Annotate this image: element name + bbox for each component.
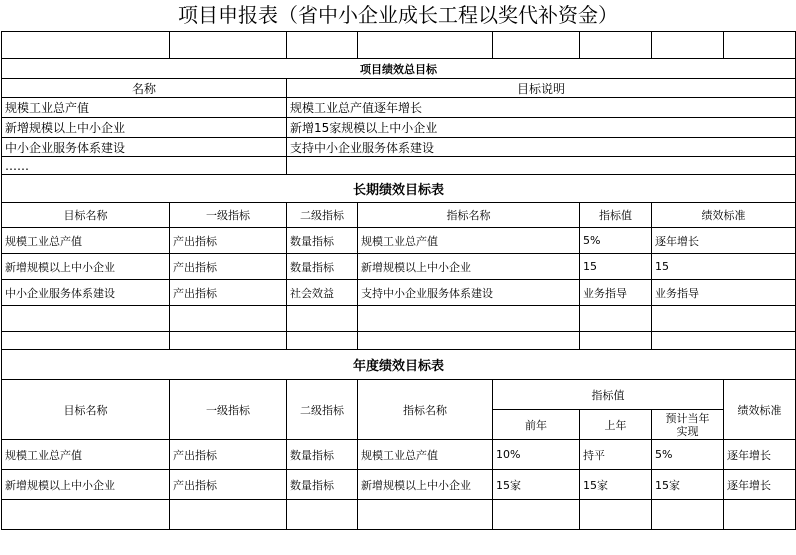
cell: [287, 500, 358, 530]
overall-name: 中小企业服务体系建设: [2, 138, 287, 157]
cell: 规模工业总产值: [358, 440, 493, 470]
cell: 逐年增长: [724, 440, 796, 470]
cell: [2, 332, 170, 350]
cell: [358, 306, 580, 332]
cell: [170, 332, 287, 350]
longterm-header-row: [2, 175, 796, 203]
cell: 15家: [493, 470, 580, 500]
overall-header-row: [2, 59, 796, 79]
cell: 新增规模以上中小企业: [2, 470, 170, 500]
cell: 新增规模以上中小企业: [2, 254, 170, 280]
annual-col-level2: 二级指标: [287, 380, 358, 440]
cell: [724, 500, 796, 530]
cell: [358, 332, 580, 350]
cell: [170, 500, 287, 530]
annual-col-expected-line2: 实现: [676, 424, 699, 438]
cell: [652, 332, 796, 350]
cell: 数量指标: [287, 470, 358, 500]
longterm-col: 指标值: [580, 203, 652, 228]
longterm-col: 指标名称: [358, 203, 580, 228]
overall-name: ……: [2, 157, 287, 175]
annual-col-expected: [652, 410, 724, 440]
cell: [493, 32, 580, 59]
cell: [287, 332, 358, 350]
cell: [493, 500, 580, 530]
overall-desc: 规模工业总产值逐年增长: [287, 98, 796, 118]
cell: 产出指标: [170, 470, 287, 500]
cell: 社会效益: [287, 280, 358, 306]
cell: 规模工业总产值: [358, 228, 580, 254]
overall-row: [2, 138, 796, 157]
longterm-col: 二级指标: [287, 203, 358, 228]
overall-column-row: [2, 79, 796, 98]
longterm-col: 一级指标: [170, 203, 287, 228]
longterm-row: [2, 228, 796, 254]
cell: 产出指标: [170, 254, 287, 280]
cell: 规模工业总产值: [2, 440, 170, 470]
cell: 业务指导: [580, 280, 652, 306]
cell: 规模工业总产值: [2, 228, 170, 254]
cell: 新增规模以上中小企业: [358, 254, 580, 280]
blank-row: [2, 32, 796, 59]
overall-header: 项目绩效总目标: [2, 59, 796, 79]
longterm-header: 长期绩效目标表: [2, 175, 796, 203]
cell: [287, 32, 358, 59]
overall-name: 新增规模以上中小企业: [2, 118, 287, 138]
longterm-col: 目标名称: [2, 203, 170, 228]
form-title: 项目申报表（省中小企业成长工程以奖代补资金）: [178, 3, 618, 27]
cell: 数量指标: [287, 228, 358, 254]
annual-header-row: [2, 350, 796, 380]
cell: 业务指导: [652, 280, 796, 306]
annual-row: [2, 470, 796, 500]
cell: [358, 32, 493, 59]
overall-desc: 新增15家规模以上中小企业: [287, 118, 796, 138]
annual-col-target: 目标名称: [2, 380, 170, 440]
report-table: [1, 31, 796, 530]
cell: 逐年增长: [652, 228, 796, 254]
cell: 10%: [493, 440, 580, 470]
cell: 数量指标: [287, 254, 358, 280]
annual-header: 年度绩效目标表: [2, 350, 796, 380]
cell: [358, 500, 493, 530]
overall-col-name: 名称: [2, 79, 287, 98]
cell: [170, 306, 287, 332]
overall-desc: [287, 157, 796, 175]
cell: [2, 32, 170, 59]
longterm-row: [2, 280, 796, 306]
cell: [287, 306, 358, 332]
cell: [580, 306, 652, 332]
overall-row: [2, 157, 796, 175]
annual-col-indicator: 指标名称: [358, 380, 493, 440]
cell: [652, 500, 724, 530]
cell: 产出指标: [170, 280, 287, 306]
longterm-row: [2, 254, 796, 280]
cell: 15: [652, 254, 796, 280]
overall-col-desc: 目标说明: [287, 79, 796, 98]
cell: 5%: [580, 228, 652, 254]
cell: [170, 32, 287, 59]
cell: 15家: [652, 470, 724, 500]
annual-col-expected-line1: 预计当年: [665, 411, 710, 425]
cell: 中小企业服务体系建设: [2, 280, 170, 306]
overall-row: [2, 98, 796, 118]
cell: [652, 306, 796, 332]
overall-desc: 支持中小企业服务体系建设: [287, 138, 796, 157]
annual-col-value: 指标值: [493, 380, 724, 410]
cell: [724, 32, 796, 59]
annual-column-row: [2, 380, 796, 410]
cell: 新增规模以上中小企业: [358, 470, 493, 500]
cell: 产出指标: [170, 228, 287, 254]
cell: 持平: [580, 440, 652, 470]
annual-blank-row: [2, 500, 796, 530]
cell: 逐年增长: [724, 470, 796, 500]
cell: 5%: [652, 440, 724, 470]
cell: 15: [580, 254, 652, 280]
longterm-column-row: [2, 203, 796, 228]
cell: [652, 32, 724, 59]
cell: [580, 332, 652, 350]
annual-col-standard: 绩效标准: [724, 380, 796, 440]
cell: 产出指标: [170, 440, 287, 470]
overall-name: 规模工业总产值: [2, 98, 287, 118]
cell: 支持中小企业服务体系建设: [358, 280, 580, 306]
cell: [2, 500, 170, 530]
annual-col-level1: 一级指标: [170, 380, 287, 440]
longterm-blank-row: [2, 332, 796, 350]
annual-row: [2, 440, 796, 470]
cell: 数量指标: [287, 440, 358, 470]
cell: 15家: [580, 470, 652, 500]
overall-row: [2, 118, 796, 138]
cell: [2, 306, 170, 332]
longterm-col: 绩效标准: [652, 203, 796, 228]
longterm-blank-row: [2, 306, 796, 332]
annual-col-prev1: 上年: [580, 410, 652, 440]
cell: [580, 500, 652, 530]
cell: [580, 32, 652, 59]
annual-col-prev2: 前年: [493, 410, 580, 440]
